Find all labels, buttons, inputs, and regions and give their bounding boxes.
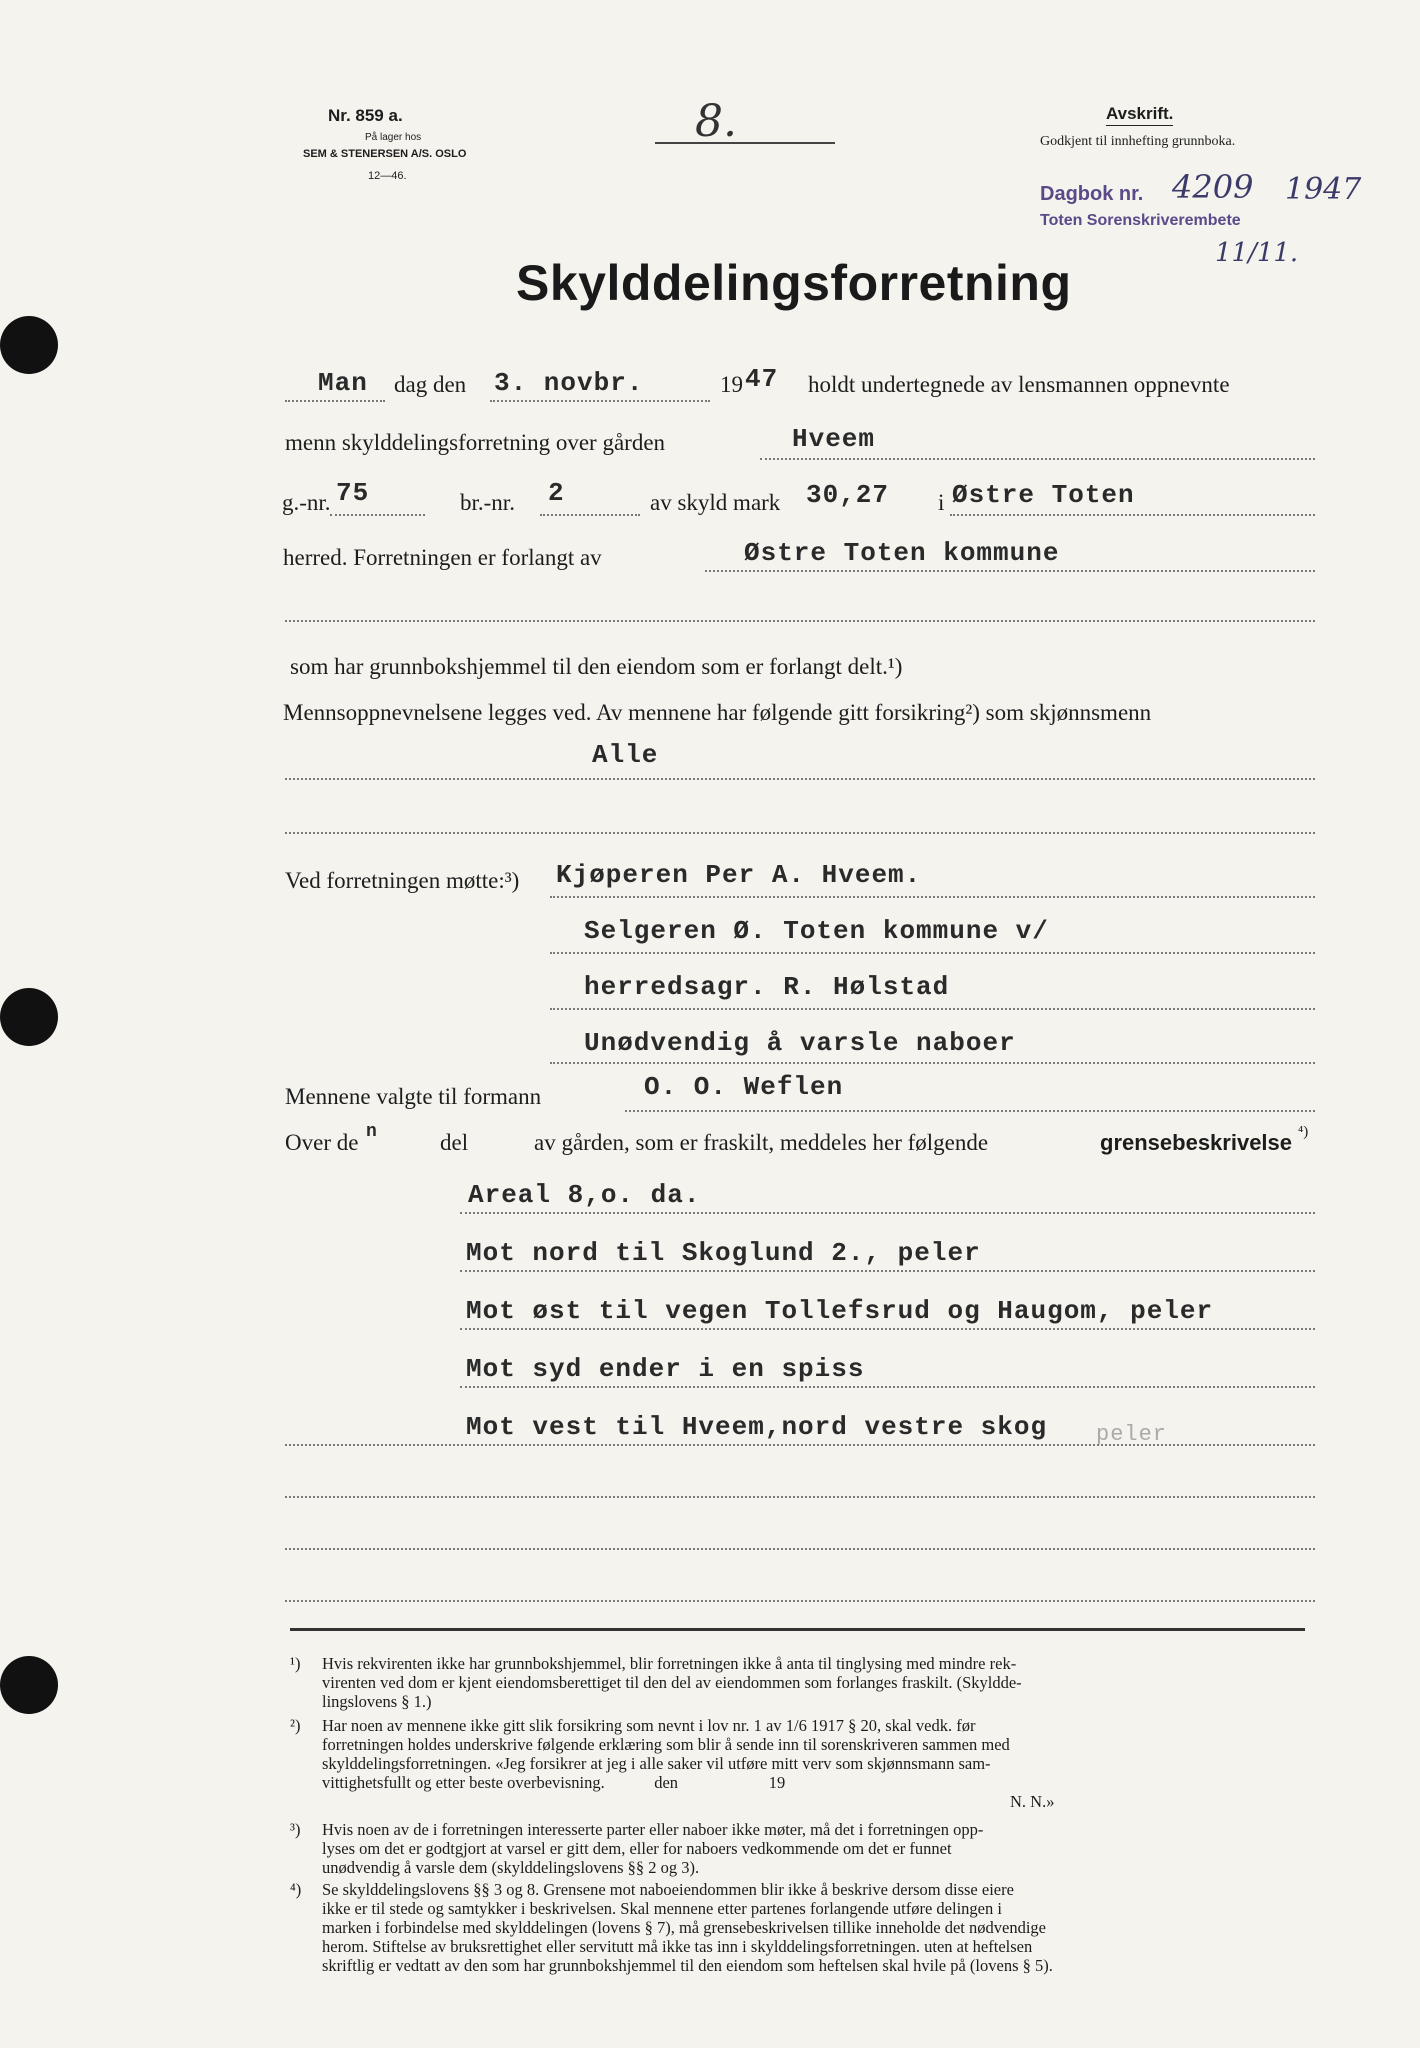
- form-number: Nr. 859 a.: [328, 106, 403, 125]
- line7-text: Mennsoppnevnelsene legges ved. Av mennene har følgende gitt forsikring²) som skjønnsmenn: [283, 700, 1152, 725]
- footnote-4-num: ⁴): [290, 1880, 302, 1899]
- brnr-label: br.-nr.: [460, 490, 515, 515]
- page-mark: 8.: [695, 96, 737, 147]
- line2-text: menn skylddelingsforretning over gården: [285, 430, 666, 455]
- footnote-3-line-2: lyses om det er godtgjort at varsel er gitt dem, eller for naboers vedkommende om det er funnet: [322, 1839, 952, 1858]
- footnote-2-line-3: skylddelingsforretningen. «Jeg forsikrer at jeg i alle saker vil utføre mitt verv som skjønnsmann sam-: [322, 1754, 991, 1773]
- boundary-intro-text: av gården, som er fraskilt, meddeles her følgende: [534, 1130, 989, 1155]
- weekday-value: Man: [318, 368, 368, 398]
- attendance-label: Ved forretningen møtte:³): [285, 868, 520, 893]
- attendance-line-1: Kjøperen Per A. Hveem.: [556, 860, 922, 890]
- footnote-2-line-4: vittighetsfullt og etter beste overbevisning. den 19: [322, 1773, 786, 1792]
- dagbok-label: Dagbok nr.: [1040, 183, 1144, 205]
- year-value: 47: [745, 364, 779, 394]
- footnote-1-num: ¹): [290, 1654, 301, 1673]
- dagbok-number: 4209: [1172, 168, 1254, 206]
- attendance-line-3: herredsagr. R. Hølstad: [584, 972, 950, 1002]
- publisher-line-3: 12—46.: [368, 170, 407, 182]
- footnote-2-num: ²): [290, 1716, 301, 1735]
- punch-hole: [0, 316, 58, 374]
- skyld-label: av skyld mark: [650, 490, 781, 515]
- publisher-line-1: På lager hos: [365, 132, 422, 143]
- line4-text: herred. Forretningen er forlangt av: [283, 545, 602, 570]
- boundary-line-4: Mot syd ender i en spiss: [466, 1354, 865, 1384]
- del-label: del: [440, 1130, 469, 1155]
- footnote-3-line-3: unødvendig å varsle dem (skylddelingslovens §§ 2 og 3).: [322, 1858, 700, 1877]
- boundary-line-1: Areal 8,o. da.: [468, 1180, 701, 1210]
- boundary-extra: peler: [1096, 1422, 1168, 1447]
- avskrift-label: Avskrift.: [1106, 104, 1173, 126]
- stamp-office: Toten Sorenskriverembete: [1040, 212, 1241, 229]
- gnr-label: g.-nr.: [282, 490, 331, 515]
- footnote-divider: [290, 1628, 1305, 1631]
- boundary-line-2: Mot nord til Skoglund 2., peler: [466, 1238, 981, 1268]
- footnote-2-signature: N. N.»: [1010, 1792, 1055, 1811]
- footnote-4-line-3: marken i forbindelse med skylddelingen (lovens § 7), må grensebeskrivelsen tillike inneholde det nødvendige: [322, 1918, 1046, 1937]
- chairman-label: Mennene valgte til formann: [285, 1084, 542, 1109]
- footnote-1-line-2: virenten ved dom er kjent eiendomsberettiget til den del av eiendommen som forlanges fraskilt. (Skyldde-: [322, 1673, 1022, 1692]
- footnote-4-line-4: herom. Stiftelse av bruksrettighet eller servitutt må ikke tas inn i skylddelingsforretningen. uten at heftelsen: [322, 1937, 1033, 1956]
- footnote-4-line-5: skriftlig er vedtatt av den som har grunnbokshjemmel til den eiendom som heftelsen skal hvile på (lovens § 5).: [322, 1956, 1053, 1975]
- boundary-line-5: Mot vest til Hveem,nord vestre skog: [466, 1412, 1048, 1442]
- sworn-value: Alle: [592, 740, 659, 770]
- farm-name: Hveem: [792, 424, 876, 454]
- year-prefix: 19: [720, 372, 743, 397]
- over-label: Over de: [285, 1130, 359, 1155]
- page-mark-underline: [655, 142, 835, 144]
- dagbok-year: 1947: [1285, 172, 1362, 207]
- godkjent-text: Godkjent til innhefting grunnboka.: [1040, 134, 1236, 149]
- attendance-line-4: Unødvendig å varsle naboer: [584, 1028, 1016, 1058]
- over-suffix: n: [366, 1122, 378, 1142]
- line1-text: holdt undertegnede av lensmannen oppnevnte: [808, 372, 1230, 397]
- i-label: i: [938, 490, 945, 515]
- punch-hole: [0, 988, 58, 1046]
- footnote-3-num: ³): [290, 1820, 301, 1839]
- attendance-line-2: Selgeren Ø. Toten kommune v/: [584, 916, 1049, 946]
- footnote-4-line-1: Se skylddelingslovens §§ 3 og 8. Grensene mot naboeiendommen blir ikke å beskrive dersom disse eiere: [322, 1880, 1014, 1899]
- punch-hole: [0, 1656, 58, 1714]
- municipality-value: Østre Toten: [952, 480, 1135, 510]
- brnr-value: 2: [548, 478, 565, 508]
- gnr-value: 75: [336, 478, 370, 508]
- footnote-3-line-1: Hvis noen av de i forretningen interesserte parter eller naboer ikke møter, må det i forretningen opp-: [322, 1820, 984, 1839]
- stamp-date: 11/11.: [1215, 238, 1299, 268]
- requester-value: Østre Toten kommune: [744, 538, 1060, 568]
- grensebeskrivelse-label: grensebeskrivelse: [1100, 1130, 1293, 1155]
- footnote-2-line-2: forretningen holdes underskrive følgende erklæring som blir å sende inn til sorenskriveren sammen med: [322, 1735, 1010, 1754]
- footnote-1-line-1: Hvis rekvirenten ikke har grunnbokshjemmel, blir forretningen ikke å anta til tinglysing med mindre rek-: [322, 1654, 1017, 1673]
- date-value: 3. novbr.: [494, 368, 644, 398]
- publisher-line-2: SEM & STENERSEN A/S. OSLO: [303, 148, 467, 160]
- document-title: Skylddelingsforretning: [516, 255, 1072, 311]
- boundary-line-3: Mot øst til vegen Tollefsrud og Haugom, peler: [466, 1296, 1214, 1326]
- footnote-4-line-2: ikke er til stede og samtykker i beskrivelsen. Skal mennene etter partenes forlangende utføre delingen i: [322, 1899, 1002, 1918]
- line6-text: som har grunnbokshjemmel til den eiendom som er forlangt delt.¹): [290, 654, 903, 679]
- skyld-value: 30,27: [806, 480, 890, 510]
- footnote-ref-4: ⁴): [1298, 1124, 1309, 1140]
- chairman-name: O. O. Weflen: [644, 1072, 844, 1102]
- footnote-1-line-3: lingslovens § 1.): [322, 1692, 432, 1711]
- dag-den-label: dag den: [394, 372, 467, 397]
- footnote-2-line-1: Har noen av mennene ikke gitt slik forsikring som nevnt i lov nr. 1 av 1/6 1917 § 20, skal vedk. før: [322, 1716, 976, 1735]
